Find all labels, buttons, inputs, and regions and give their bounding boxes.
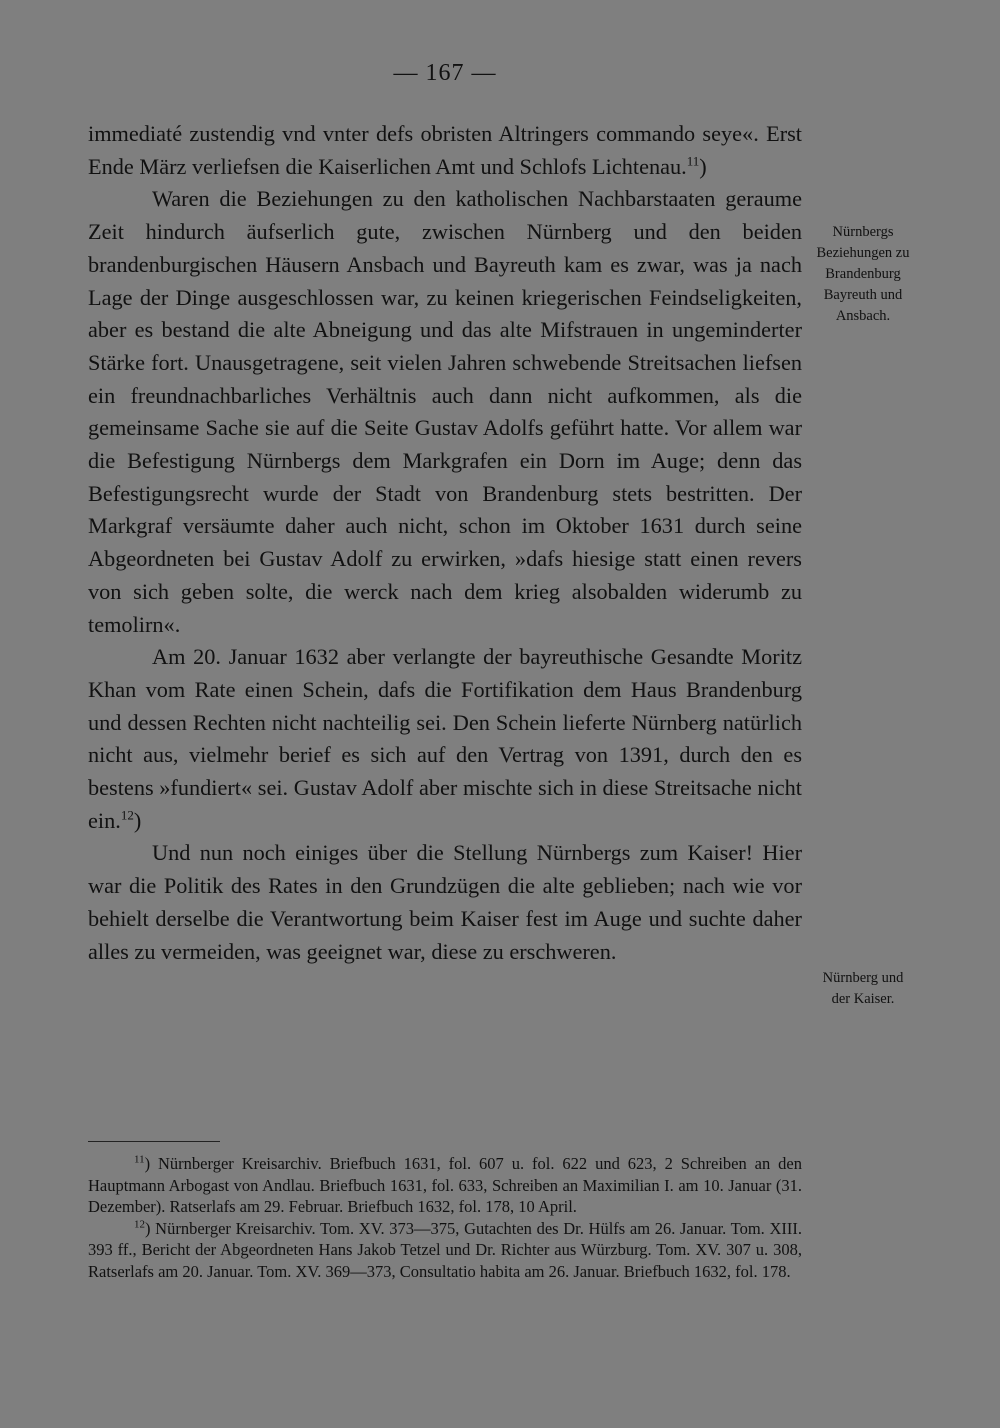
paragraph <box>88 118 802 183</box>
footnote-number: 12 <box>134 1218 145 1230</box>
footnotes <box>88 1153 802 1282</box>
paragraph-text: Waren die Beziehungen zu den katholischen Nachbarstaaten geraume Zeit hindurch äufserlich gute, zwischen Nürnberg und den beiden brandenburgischen Häusern Ansbach und Bayreuth kam es zwar, was ja nach Lage der Dinge ausgeschlossen war, zu keinen kriegerischen Feindseligkeiten, aber es bestand die alte Abneigung und das alte Mifstrauen in ungeminderter Stärke fort. Unausgetragene, seit vielen Jahren schwebende Streitsachen liefsen ein freundnachbarliches Verhältnis auch dann nicht aufkommen, als die gemeinsame Sache sie auf die Seite Gustav Adolfs geführt hatte. Vor allem war die Befestigung Nürnbergs dem Markgrafen ein Dorn im Auge; denn das Befestigungsrecht wurde der Stadt von Brandenburg stets bestritten. Der Markgraf versäumte daher auch nicht, schon im Oktober 1631 durch seine Abgeordneten bei Gustav Adolf zu erwirken, »dafs hiesige statt einen revers von sich geben solte, die werck nach dem krieg alsobalden widerumb zu temolirn«. <box>88 186 802 637</box>
main-text <box>88 118 802 968</box>
footnote-divider <box>88 1141 220 1142</box>
page-number: — 167 — <box>393 60 497 86</box>
margin-note: Nürnbergs Beziehungen zu Brandenburg Bayreuth und Ansbach. <box>816 224 910 324</box>
paragraph-text: Und nun noch einiges über die Stellung Nürnbergs zum Kaiser! Hier war die Politik des Rates in den Grundzügen die alte geblieben; nach wie vor behielt derselbe die Verantwortung beim Kaiser fest im Auge und suchte daher alles zu vermeiden, was geeignet war, diese zu erschweren. <box>88 840 802 964</box>
footnote <box>88 1218 802 1283</box>
footnote-marker: 11 <box>686 153 700 169</box>
footnote-marker-paren: ) <box>699 153 707 179</box>
paragraph-text: Am 20. Januar 1632 aber verlangte der bayreuthische Gesandte Moritz Khan vom Rate einen Schein, dafs die Fortifikation dem Haus Brandenburg und dessen Rechten nicht nachteilig sei. Den Schein lieferte Nürnberg natürlich nicht aus, vielmehr berief es sich auf den Vertrag von 1391, durch den es bestens »fundiert« sei. Gustav Adolf aber mischte sich in diese Streitsache nicht ein. <box>88 644 802 833</box>
paragraph <box>88 183 802 641</box>
paragraph <box>88 641 802 837</box>
footnote-marker-paren: ) <box>133 807 142 833</box>
margin-note: Nürnberg und der Kaiser. <box>822 970 904 1007</box>
footnote-text: ) Nürnberger Kreisarchiv. Briefbuch 1631, fol. 607 u. fol. 622 und 623, 2 Schreiben an den Hauptmann Arbogast von Andlau. Briefbuch 1631, fol. 633, Schreiben an Maximilian I. am 10. Januar (31. Dezember). Ratserlafs am 29. Februar. Briefbuch 1632, fol. 178, 10 April. <box>88 1154 802 1216</box>
footnote-marker: 12 <box>120 807 134 823</box>
footnote-number: 11 <box>134 1153 145 1166</box>
footnote <box>88 1153 802 1218</box>
footnote-text: ) Nürnberger Kreisarchiv. Tom. XV. 373—375, Gutachten des Dr. Hülfs am 26. Januar. Tom. XIII. 393 ff., Bericht der Abgeordneten Hans Jakob Tetzel und Dr. Richter aus Würzburg. Tom. XV. 307 u. 308, Ratserlafs am 20. Januar. Tom. XV. 369—373, Consultatio habita am 26. Januar. Briefbuch 1632, fol. 178. <box>88 1218 802 1281</box>
paragraph <box>88 837 802 968</box>
paragraph-text: immediaté zustendig vnd vnter defs obristen Altringers commando seye«. Erst Ende März verliefsen die Kaiserlichen Amt und Schlofs Lichtenau. <box>88 121 802 179</box>
